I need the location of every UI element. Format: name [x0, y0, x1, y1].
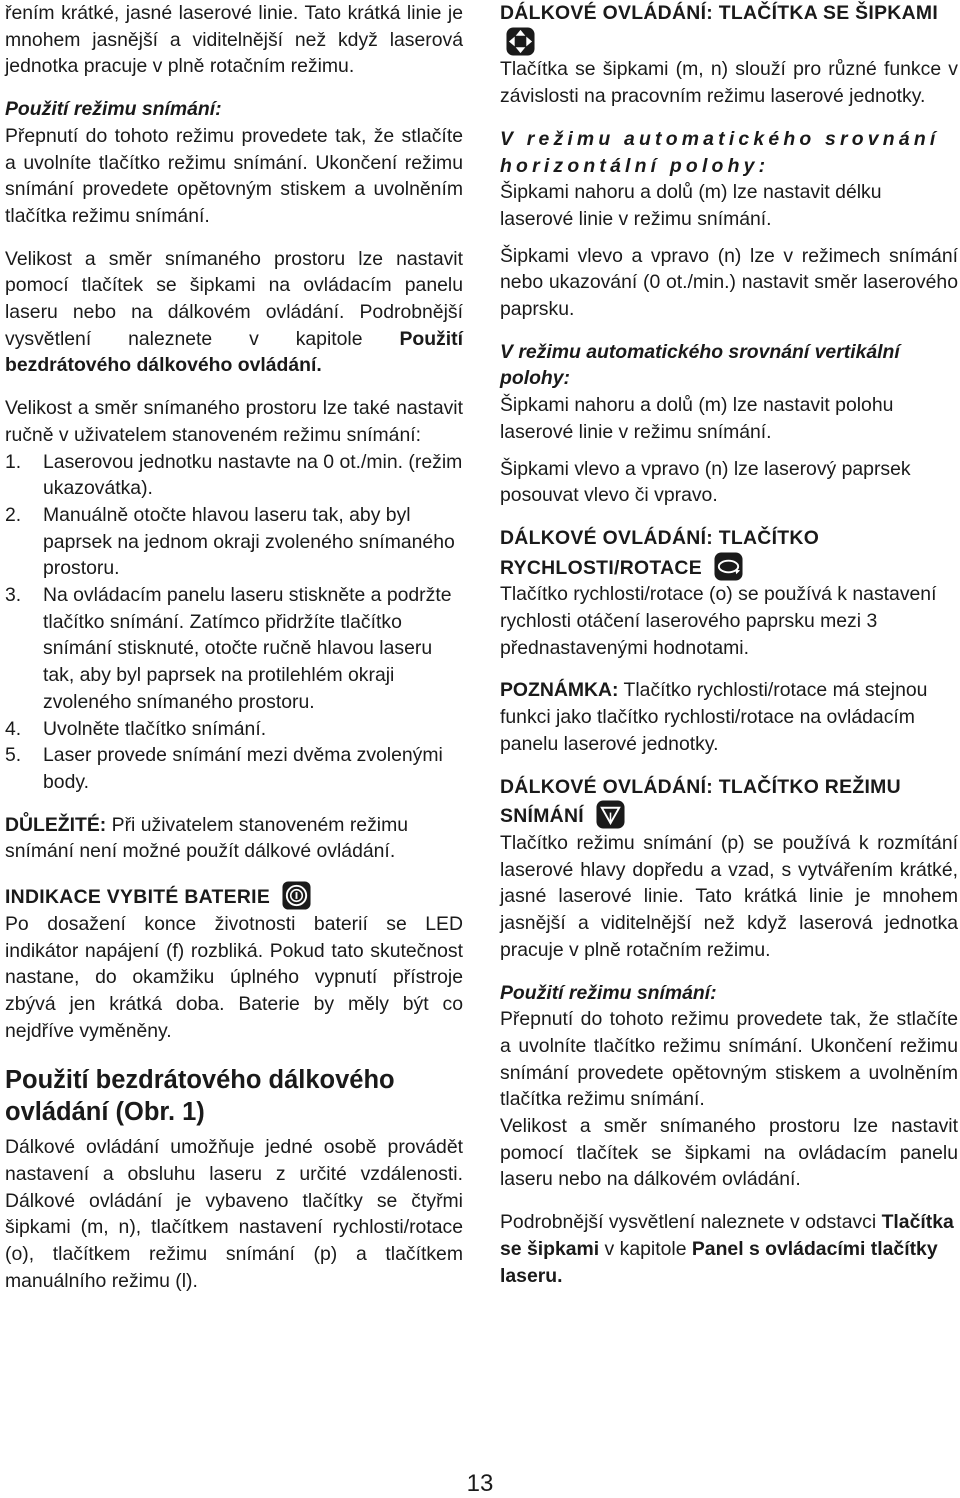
scan-mode-paragraph: Přepnutí do tohoto režimu provedete tak, že stlačíte a uvolníte tlačítko režimu snímání. Ukončení režimu snímání provedete opětovným stiskem a uvolněním tlačítka režimu snímání.: [5, 124, 463, 227]
remote-section-heading: Použití bezdrátového dálkového ovládání (Obr. 1): [5, 1066, 395, 1127]
scan-button-heading: [500, 774, 958, 830]
list-item: [5, 502, 463, 582]
scan-size-paragraph-right: Velikost a směr snímaného prostoru lze nastavit pomocí tlačítek se šipkami na ovládacím panelu laseru nebo na dálkovém ovládání.: [500, 1115, 958, 1191]
battery-paragraph: Po dosažení konce životnosti baterií se LED indikátor napájení (f) rozbliká. Pokud tato skutečnost nastane, do okamžiku úplného vypnutí přístroje zbývá jen krátká doba. Baterie by měly být co nejdříve vyměněny.: [5, 912, 463, 1042]
reference-bold-1: Tlačítka se šipkami: [500, 1211, 954, 1260]
step-text: Manuálně otočte hlavou laseru tak, aby byl paprsek na jednom okraji zvoleného snímaného prostoru.: [43, 503, 455, 580]
note-label: POZNÁMKA:: [500, 679, 619, 702]
speed-paragraph: Tlačítko rychlosti/rotace (o) se používá k nastavení rychlosti otáčení laserového paprsku mezi 3 přednastavenými hodnotami.: [500, 583, 937, 659]
right-column: [500, 0, 958, 1289]
important-label: DŮLEŽITÉ:: [5, 813, 107, 836]
list-item: [5, 716, 463, 743]
list-item: [5, 449, 463, 502]
left-column: [5, 0, 463, 1295]
manual-steps-list: [5, 449, 463, 796]
scan-mode-icon: [596, 800, 625, 829]
step-text: Na ovládacím panelu laseru stiskněte a podržte tlačítko snímání. Zatímco přidržíte tlačítko snímání stisknuté, otočte ručně hlavou laseru tak, aby byl paprsek na protilehlém okraji zvoleného snímaného prostoru.: [43, 584, 452, 713]
step-text: Uvolněte tlačítko snímání.: [43, 717, 267, 740]
battery-led-icon: [282, 881, 311, 910]
step-number: 4.: [5, 717, 22, 740]
scan-size-reference: Použití bezdrátového dálkového ovládání.: [5, 327, 463, 377]
list-item: [5, 742, 463, 795]
arrows-heading-text: DÁLKOVÉ OVLÁDÁNÍ: TLAČÍTKA SE ŠIPKAMI: [500, 2, 939, 24]
battery-heading-text: INDIKACE VYBITÉ BATERIE: [5, 886, 271, 909]
arrows-paragraph: Tlačítka se šipkami (m, n) slouží pro různé funkce v závislosti na pracovním režimu laserové jednotky.: [500, 58, 958, 108]
reference-pre: Podrobnější vysvětlení naleznete v odstavci: [500, 1211, 882, 1234]
step-text: Laserovou jednotku nastavte na 0 ot./min. (režim ukazovátka).: [43, 450, 463, 500]
scan-mode-paragraph-right: Přepnutí do tohoto režimu provedete tak, že stlačíte a uvolníte tlačítko režimu snímání. Ukončení režimu snímání provedete opětovným stiskem a uvolněním tlačítka režimu snímání.: [500, 1008, 958, 1111]
reference-mid: v kapitole: [599, 1237, 692, 1260]
horizontal-paragraph-2: Šipkami vlevo a vpravo (n) lze v režimech snímání nebo ukazování (0 ot./min.) nastavit směr laserového paprsku.: [500, 244, 958, 321]
speed-heading: [500, 525, 958, 581]
scan-size-paragraph: [5, 246, 463, 380]
step-number: 2.: [5, 503, 22, 526]
important-note: [5, 812, 463, 865]
note-paragraph: [500, 677, 958, 757]
important-text: Při uživatelem stanoveném režimu snímání není možné použít dálkové ovládání.: [5, 813, 409, 863]
remote-paragraph: Dálkové ovládání umožňuje jedné osobě provádět nastavení a obsluhu laseru z určité vzdálenosti. Dálkové ovládání je vybaveno tlačítky se čtyřmi šipkami (m, n), tlačítkem nastavení rychlosti/rotace (o), tlačítkem režimu snímání (p) a tlačítkem manuálního režimu (l).: [5, 1136, 463, 1292]
step-number: 5.: [5, 744, 22, 767]
rotation-speed-icon: [714, 552, 743, 581]
scan-button-paragraph: Tlačítko režimu snímání (p) se používá k rozmítání laserové hlavy dopředu a vzad, s vytvářením krátké, jasné laserové linie. Tato krátká linie je mnohem jasnější a viditelnější než když laserová jednotka pracuje v plně rotačním režimu.: [500, 831, 958, 961]
step-text: Laser provede snímání mezi dvěma zvolenými body.: [43, 744, 443, 793]
vertical-mode-heading: V režimu automatického srovnání vertikální polohy:: [500, 340, 900, 390]
intro-paragraph: řením krátké, jasné laserové linie. Tato krátká linie je mnohem jasnější a viditelnější než když laserová jednotka pracuje v plně rotačním režimu.: [5, 2, 463, 78]
note-text: Tlačítko rychlosti/rotace má stejnou funkci jako tlačítko rychlosti/rotace na ovládacím panelu laserové jednotky.: [500, 679, 928, 755]
list-item: [5, 582, 463, 716]
horizontal-mode-heading: V režimu automatického srovnání horizontální polohy:: [500, 127, 940, 177]
manual-intro-paragraph: Velikost a směr snímaného prostoru lze také nastavit ručně v uživatelem stanoveném režimu snímání:: [5, 397, 463, 446]
battery-heading: [5, 881, 463, 911]
scan-button-heading-text: DÁLKOVÉ OVLÁDÁNÍ: TLAČÍTKO REŽIMU SNÍMÁNÍ: [500, 775, 901, 828]
scan-mode-heading: Použití režimu snímání:: [5, 98, 222, 121]
scan-mode-heading-right: Použití režimu snímání:: [500, 981, 717, 1004]
scan-size-text: Velikost a směr snímaného prostoru lze nastavit pomocí tlačítek se šipkami na ovládacím panelu laseru nebo na dálkovém ovládání. Podrobnější vysvětlení naleznete v kapitole: [5, 247, 463, 350]
arrows-heading: [500, 0, 958, 56]
vertical-paragraph-2: Šipkami vlevo a vpravo (n) lze laserový paprsek posouvat vlevo či vpravo.: [500, 457, 911, 507]
step-number: 3.: [5, 584, 22, 607]
page-number: 13: [466, 1470, 494, 1497]
horizontal-paragraph-1: Šipkami nahoru a dolů (m) lze nastavit délku laserové linie v režimu snímání.: [500, 181, 882, 230]
step-number: 1.: [5, 450, 22, 473]
four-arrows-icon: [506, 27, 535, 56]
vertical-paragraph-1: Šipkami nahoru a dolů (m) lze nastavit polohu laserové linie v režimu snímání.: [500, 394, 894, 443]
reference-bold-2: Panel s ovládacími tlačítky laseru.: [500, 1237, 938, 1287]
reference-paragraph: [500, 1209, 958, 1289]
speed-heading-text: DÁLKOVÉ OVLÁDÁNÍ: TLAČÍTKO RYCHLOSTI/ROTACE: [500, 526, 820, 579]
